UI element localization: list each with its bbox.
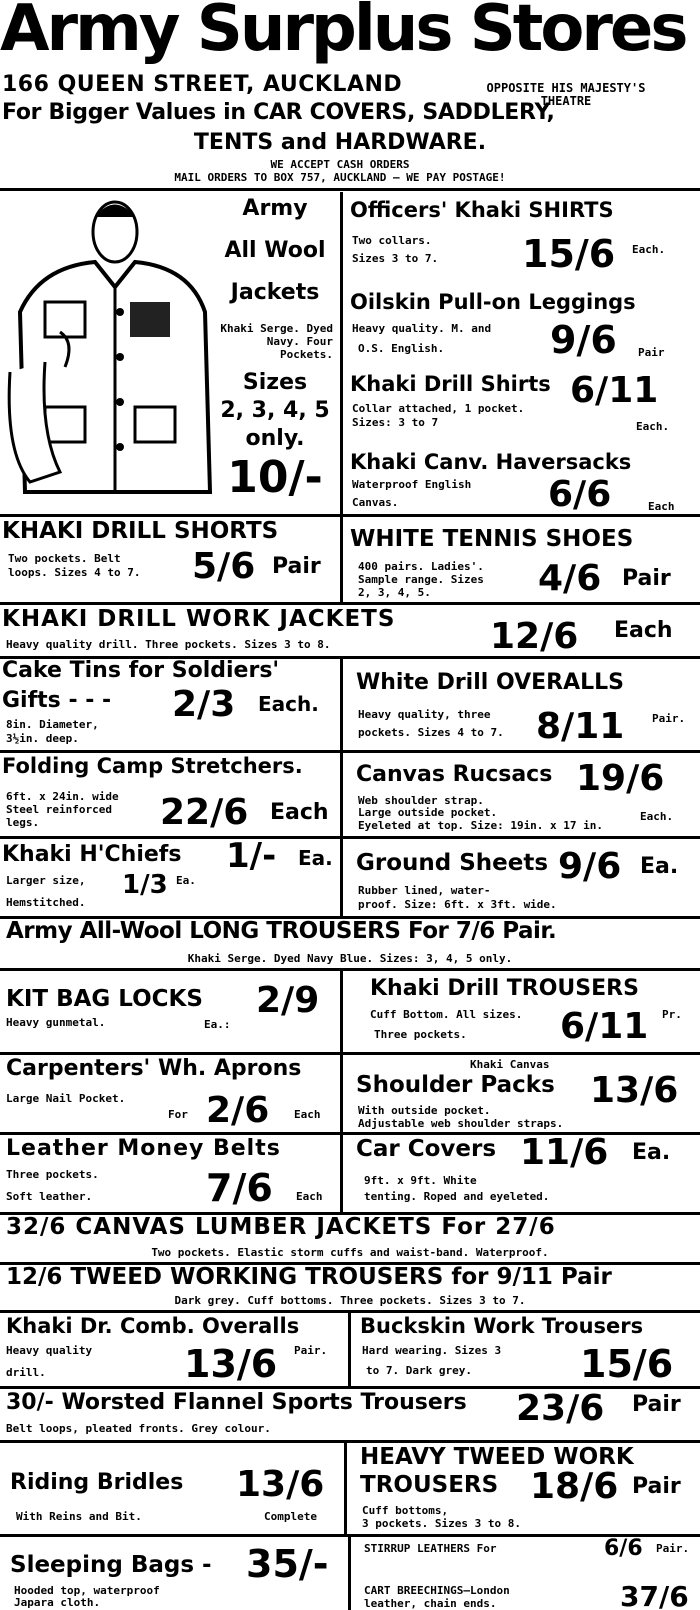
stretchers-unit: Each	[270, 800, 329, 825]
bridles-name: Riding Bridles	[10, 1470, 184, 1495]
ground-sheets-desc-1: Rubber lined, water-	[358, 884, 491, 897]
hchiefs-name: Khaki H'Chiefs	[2, 842, 182, 867]
kit-bag-unit: Ea.:	[204, 1018, 231, 1031]
drill-shirts-desc-1: Collar attached, 1 pocket.	[352, 402, 525, 415]
kit-bag-desc: Heavy gunmetal.	[6, 1016, 106, 1029]
shoulder-packs-name: Shoulder Packs	[356, 1072, 555, 1098]
overalls-desc-1: Heavy quality, three	[358, 708, 491, 721]
haversacks-desc-1: Waterproof English	[352, 478, 472, 491]
jackets-line-3: Jackets	[230, 280, 320, 305]
money-belts-desc-2: Soft leather.	[6, 1190, 93, 1203]
ground-sheets-name: Ground Sheets	[356, 850, 549, 876]
bridles-price: 13/6	[236, 1464, 325, 1505]
sleeping-bags-name: Sleeping Bags -	[10, 1552, 212, 1578]
drill-shorts-desc-2: loops. Sizes 4 to 7.	[8, 566, 141, 579]
rucsacs-name: Canvas Rucsacs	[356, 762, 553, 787]
tennis-shoes-name: WHITE TENNIS SHOES	[350, 526, 634, 552]
jackets-sizes-label: Sizes	[242, 370, 308, 395]
rucsacs-desc-2: Large outside pocket.	[358, 806, 498, 819]
bridles-desc: With Reins and Bit.	[16, 1510, 142, 1523]
shoulder-packs-desc-2: Adjustable web shoulder straps.	[358, 1117, 564, 1130]
stretchers-name: Folding Camp Stretchers.	[2, 754, 303, 778]
ground-sheets-price: 9/6	[558, 846, 622, 887]
sleeping-bags-desc-1: Hooded top, waterproof	[14, 1584, 160, 1597]
officers-shirts-desc-1: Two collars.	[352, 234, 432, 247]
overalls-unit: Pair.	[652, 712, 686, 725]
comb-overalls-name: Khaki Dr. Comb. Overalls	[6, 1314, 300, 1338]
jackets-sizes: 2, 3, 4, 5	[220, 398, 330, 423]
lumber-jackets-name: 32/6 CANVAS LUMBER JACKETS For 27/6	[6, 1214, 556, 1240]
tagline-line-1: For Bigger Values in CAR COVERS, SADDLERY,	[2, 100, 555, 125]
tennis-shoes-desc-1: 400 pairs. Ladies'.	[358, 560, 484, 573]
money-belts-price: 7/6	[206, 1166, 273, 1210]
stretchers-desc-3: legs.	[6, 816, 40, 829]
drill-trousers-unit: Pr.	[662, 1008, 682, 1021]
cake-tins-name-2: Gifts - - -	[2, 688, 112, 713]
jackets-line-2: All Wool	[224, 238, 326, 263]
jackets-only: only.	[245, 426, 305, 451]
aprons-name: Carpenters' Wh. Aprons	[6, 1056, 302, 1081]
aprons-desc: Large Nail Pocket.	[6, 1092, 126, 1105]
kit-bag-price: 2/9	[256, 980, 320, 1021]
heavy-tweed-unit: Pair	[632, 1474, 681, 1499]
jacket-illustration	[0, 192, 215, 507]
haversacks-price: 6/6	[548, 474, 612, 515]
aprons-for: For	[168, 1108, 188, 1121]
tennis-shoes-desc-3: 2, 3, 4, 5.	[358, 586, 431, 599]
tweed-trousers-name: 12/6 TWEED WORKING TROUSERS for 9/11 Pair	[6, 1264, 612, 1290]
car-covers-desc-2: tenting. Roped and eyeleted.	[364, 1190, 550, 1203]
opposite-note: OPPOSITE HIS MAJESTY'S THEATRE	[486, 81, 646, 108]
drill-shorts-price: 5/6	[192, 546, 256, 587]
haversacks-desc-2: Canvas.	[352, 496, 399, 509]
hchiefs-desc-1: Larger size,	[6, 874, 86, 887]
stretchers-price: 22/6	[160, 792, 249, 833]
mail-orders-note: MAIL ORDERS TO BOX 757, AUCKLAND — WE PAY POSTAGE!	[174, 171, 506, 184]
cake-tins-desc-2: 3½in. deep.	[6, 732, 79, 745]
flannel-desc: Belt loops, pleated fronts. Grey colour.	[6, 1422, 271, 1435]
officers-shirts-desc-2: Sizes 3 to 7.	[352, 252, 439, 265]
drill-trousers-name: Khaki Drill TROUSERS	[370, 976, 639, 1001]
long-trousers-name: Army All-Wool LONG TROUSERS For 7/6 Pair.	[6, 918, 557, 944]
haversacks-unit: Each	[648, 500, 675, 513]
money-belts-name: Leather Money Belts	[6, 1136, 281, 1161]
comb-overalls-unit: Pair.	[294, 1344, 328, 1357]
rucsacs-price: 19/6	[576, 758, 665, 799]
sleeping-bags-desc-2: Japara cloth.	[14, 1596, 101, 1609]
long-trousers-desc: Khaki Serge. Dyed Navy Blue. Sizes: 3, 4, 5 only.	[187, 952, 513, 965]
heavy-tweed-desc-1: Cuff bottoms,	[362, 1504, 449, 1517]
rucsacs-unit: Each.	[640, 810, 674, 823]
ground-sheets-unit: Ea.	[640, 854, 679, 879]
ground-sheets-desc-2: proof. Size: 6ft. x 3ft. wide.	[358, 898, 557, 911]
hchiefs-desc-2: Hemstitched.	[6, 896, 86, 909]
heavy-tweed-name-1: HEAVY TWEED WORK	[360, 1444, 634, 1470]
cake-tins-price: 2/3	[172, 684, 236, 725]
drill-shirts-price: 6/11	[570, 370, 659, 411]
comb-overalls-desc-2: drill.	[6, 1366, 46, 1379]
jackets-line-1: Army	[242, 196, 308, 221]
shoulder-packs-top: Khaki Canvas	[470, 1058, 550, 1071]
tennis-shoes-price: 4/6	[538, 558, 602, 599]
drill-shirts-desc-2: Sizes: 3 to 7	[352, 416, 439, 429]
cake-tins-name-1: Cake Tins for Soldiers'	[2, 658, 280, 683]
hchiefs-price: 1/-	[226, 836, 277, 876]
shoulder-packs-desc-1: With outside pocket.	[358, 1104, 491, 1117]
rucsacs-desc-3: Eyeleted at top. Size: 19in. x 17 in.	[358, 819, 604, 832]
flannel-name: 30/- Worsted Flannel Sports Trousers	[6, 1390, 467, 1415]
tennis-shoes-desc-2: Sample range. Sizes	[358, 573, 484, 586]
stretchers-desc-1: 6ft. x 24in. wide	[6, 790, 119, 803]
stirrup-unit: Pair.	[656, 1542, 690, 1555]
buckskin-price: 15/6	[580, 1342, 674, 1386]
car-covers-price: 11/6	[520, 1132, 609, 1173]
aprons-price: 2/6	[206, 1090, 270, 1131]
drill-trousers-desc-2: Three pockets.	[374, 1028, 467, 1041]
drill-shorts-unit: Pair	[272, 554, 321, 579]
hchiefs-unit-2: Ea.	[176, 874, 196, 887]
overalls-price: 8/11	[536, 706, 625, 747]
cash-orders-note: WE ACCEPT CASH ORDERS	[270, 158, 410, 171]
haversacks-name: Khaki Canv. Haversacks	[350, 450, 632, 474]
shoulder-packs-price: 13/6	[590, 1070, 679, 1111]
tagline-line-2: TENTS and HARDWARE.	[193, 130, 487, 155]
oilskin-price: 9/6	[550, 318, 617, 362]
oilskin-unit: Pair	[638, 346, 665, 359]
car-covers-name: Car Covers	[356, 1136, 497, 1162]
money-belts-unit: Each	[296, 1190, 323, 1203]
drill-trousers-desc-1: Cuff Bottom. All sizes.	[370, 1008, 523, 1021]
cake-tins-desc-1: 8in. Diameter,	[6, 718, 99, 731]
heavy-tweed-name-2: TROUSERS	[360, 1472, 499, 1498]
lumber-jackets-desc: Two pockets. Elastic storm cuffs and waist-band. Waterproof.	[151, 1246, 549, 1259]
car-covers-desc-1: 9ft. x 9ft. White	[364, 1174, 477, 1187]
drill-shorts-name: KHAKI DRILL SHORTS	[2, 518, 279, 544]
kit-bag-name: KIT BAG LOCKS	[6, 986, 203, 1012]
aprons-unit: Each	[294, 1108, 321, 1121]
comb-overalls-desc-1: Heavy quality	[6, 1344, 93, 1357]
jackets-desc: Khaki Serge. Dyed Navy. Four Pockets.	[220, 322, 333, 361]
oilskin-desc-2: O.S. English.	[358, 342, 445, 355]
breechings-price: 37/6	[620, 1580, 689, 1610]
work-jackets-name: KHAKI DRILL WORK JACKETS	[2, 606, 396, 632]
drill-shorts-desc-1: Two pockets. Belt	[8, 552, 121, 565]
buckskin-name: Buckskin Work Trousers	[360, 1314, 644, 1338]
buckskin-desc-2: to 7. Dark grey.	[366, 1364, 472, 1377]
heavy-tweed-price: 18/6	[530, 1466, 619, 1507]
flannel-price: 23/6	[516, 1388, 605, 1429]
stirrup-price: 6/6	[604, 1536, 643, 1561]
drill-trousers-price: 6/11	[560, 1006, 649, 1047]
officers-shirts-name: Officers' Khaki SHIRTS	[350, 198, 614, 222]
work-jackets-unit: Each	[614, 618, 673, 643]
heavy-tweed-desc-2: 3 pockets. Sizes 3 to 8.	[362, 1517, 521, 1530]
jackets-price: 10/-	[227, 452, 323, 503]
bridles-complete: Complete	[264, 1510, 317, 1523]
oilskin-name: Oilskin Pull-on Leggings	[350, 290, 636, 314]
flannel-unit: Pair	[632, 1392, 681, 1417]
buckskin-desc-1: Hard wearing. Sizes 3	[362, 1344, 502, 1357]
store-title: Army Surplus Stores	[0, 0, 686, 66]
cake-tins-unit: Each.	[258, 692, 319, 716]
breechings-name: CART BREECHINGS—London	[364, 1584, 510, 1597]
officers-shirts-unit: Each.	[632, 243, 666, 256]
comb-overalls-price: 13/6	[184, 1342, 278, 1386]
stirrup-name: STIRRUP LEATHERS For	[364, 1542, 497, 1555]
hchiefs-price-2: 1/3	[122, 870, 168, 900]
work-jackets-desc: Heavy quality drill. Three pockets. Sizes 3 to 8.	[6, 638, 331, 651]
sleeping-bags-price: 35/-	[246, 1542, 329, 1586]
tweed-trousers-desc: Dark grey. Cuff bottoms. Three pockets. Sizes 3 to 7.	[174, 1294, 526, 1307]
drill-shirts-unit: Each.	[636, 420, 670, 433]
hchiefs-unit: Ea.	[298, 846, 333, 870]
car-covers-unit: Ea.	[632, 1140, 671, 1165]
stretchers-desc-2: Steel reinforced	[6, 803, 112, 816]
overalls-desc-2: pockets. Sizes 4 to 7.	[358, 726, 504, 739]
breechings-desc: leather, chain ends.	[364, 1597, 497, 1610]
money-belts-desc-1: Three pockets.	[6, 1168, 99, 1181]
rucsacs-desc-1: Web shoulder strap.	[358, 794, 484, 807]
store-address: 166 QUEEN STREET, AUCKLAND	[2, 72, 403, 97]
tennis-shoes-unit: Pair	[622, 566, 671, 591]
officers-shirts-price: 15/6	[522, 232, 616, 276]
drill-shirts-name: Khaki Drill Shirts	[350, 372, 551, 396]
work-jackets-price: 12/6	[490, 616, 579, 657]
overalls-name: White Drill OVERALLS	[356, 670, 624, 695]
oilskin-desc-1: Heavy quality. M. and	[352, 322, 492, 335]
